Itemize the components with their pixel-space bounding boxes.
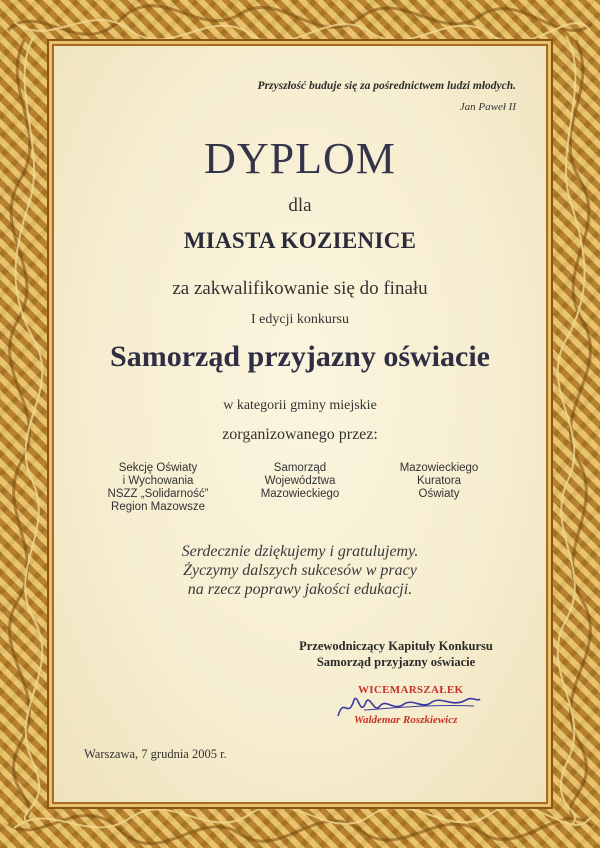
award-category: w kategorii gminy miejskie bbox=[223, 398, 377, 413]
thanks-line: Serdecznie dziękujemy i gratulujemy. bbox=[181, 543, 419, 560]
organizer-solidarnosc bbox=[78, 462, 238, 514]
organizer-line: i Wychowania bbox=[122, 475, 194, 487]
motto-author: Jan Paweł II bbox=[459, 101, 516, 113]
chair-line: Przewodniczący Kapituły Konkursu bbox=[299, 639, 493, 653]
chair-line: Samorząd przyjazny oświacie bbox=[316, 655, 476, 669]
organizer-line: Region Mazowsze bbox=[111, 501, 205, 513]
organizer-line: Mazowieckiego bbox=[399, 462, 479, 474]
organized-by-label: zorganizowanego przez: bbox=[222, 426, 378, 443]
thanks-message bbox=[0, 542, 600, 599]
thanks-line: Życzymy dalszych sukcesów w pracy bbox=[183, 562, 417, 579]
organizer-line: Kuratora bbox=[416, 475, 462, 487]
contest-name: Samorząd przyjazny oświacie bbox=[110, 340, 490, 373]
recipient-name: MIASTA KOZIENICE bbox=[183, 228, 417, 253]
motto-quote: Przyszłość buduje się za pośrednictwem ludzi młodych. bbox=[257, 80, 516, 92]
organizer-line: Oświaty bbox=[418, 488, 460, 500]
organizer-line: Mazowieckiego bbox=[260, 488, 340, 500]
stamp-and-signature bbox=[334, 684, 494, 734]
stamp-title: WICEMARSZAŁEK bbox=[358, 684, 464, 696]
contest-edition: I edycji konkursu bbox=[251, 312, 349, 327]
organizer-samorzad bbox=[228, 462, 372, 501]
thanks-line: na rzecz poprawy jakości edukacji. bbox=[187, 581, 413, 598]
award-reason: za zakwalifikowanie się do finału bbox=[172, 278, 428, 299]
organizer-line: Samorząd bbox=[273, 462, 327, 474]
organizer-kurator bbox=[364, 462, 514, 501]
stamp-name: Waldemar Roszkiewicz bbox=[354, 714, 458, 726]
diploma-title: DYPLOM bbox=[204, 134, 396, 183]
chair-title bbox=[278, 638, 514, 670]
for-word: dla bbox=[288, 195, 312, 216]
organizer-line: NSZZ „Solidarność” bbox=[107, 488, 209, 500]
place-and-date: Warszawa, 7 grudnia 2005 r. bbox=[84, 747, 227, 761]
organizer-line: Województwa bbox=[264, 475, 336, 487]
organizer-line: Sekcję Oświaty bbox=[118, 462, 198, 474]
